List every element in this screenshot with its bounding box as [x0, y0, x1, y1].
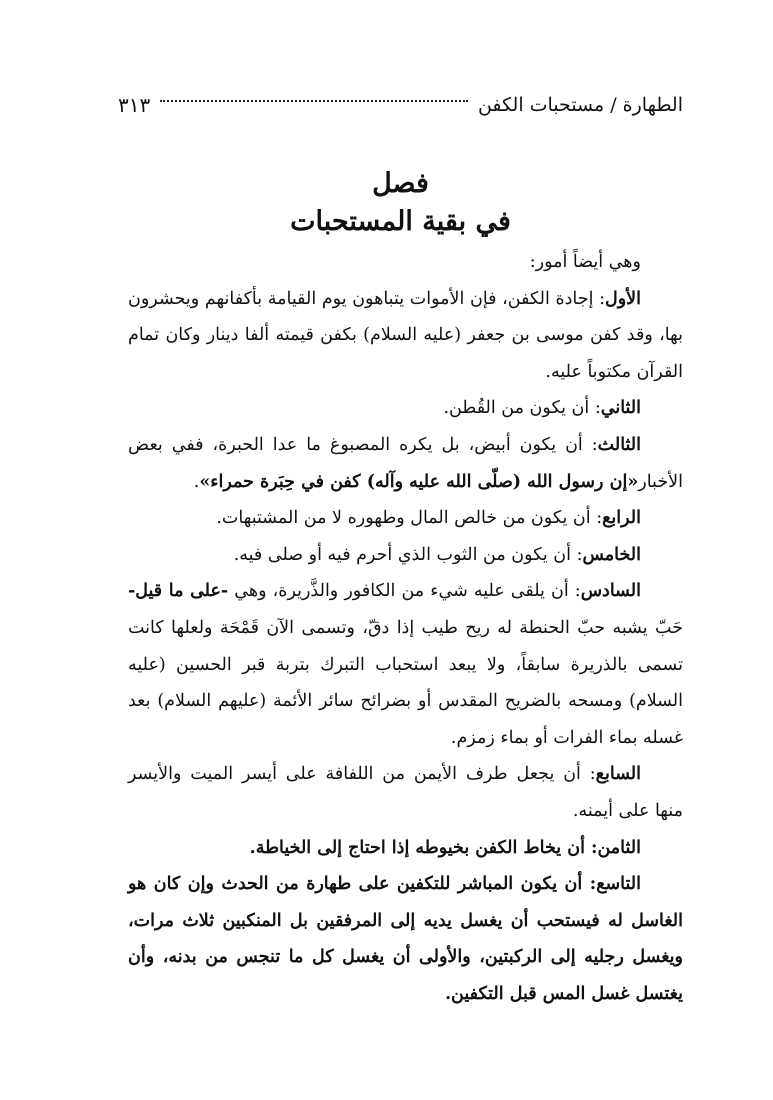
item-third-lead: الثالث: [597, 434, 641, 455]
item-eighth-lead: الثامن: [597, 837, 641, 858]
item-ninth: [128, 866, 683, 1012]
heading-title: في بقية المستحبات: [290, 206, 511, 237]
item-eighth-text: : أن يخاط الكفن بخيوطه إذا احتاج إلى الخياطة.: [249, 837, 598, 858]
item-seventh-lead: السابع: [595, 764, 641, 785]
body-text: [128, 244, 683, 1012]
item-fifth-lead: الخامس: [582, 544, 641, 565]
item-sixth-text-a: : أن يلقى عليه شيء من الكافور والذَّريرة، وهي: [234, 581, 581, 602]
item-third-text: : أن يكون أبيض، بل يكره المصبوغ ما عدا الحبرة، ففي بعض الأخبار: [128, 434, 683, 492]
running-header: [118, 90, 683, 120]
item-first-text: : إجادة الكفن، فإن الأموات يتباهون يوم القيامة بأكفانهم ويحشرون بها، وقد كفن موسى بن جعفر (عليه السلام) بكفن قيمته ألفا دينار وكان تمام القرآن مكتوباً عليه.: [128, 288, 683, 382]
item-second-text: : أن يكون من القُطن.: [443, 398, 601, 419]
item-third: [128, 427, 683, 500]
item-sixth: [128, 573, 683, 756]
item-first: [128, 281, 683, 391]
intro-paragraph: [128, 244, 683, 281]
item-seventh: [128, 756, 683, 829]
heading-label: فصل: [372, 168, 429, 199]
item-fifth-text: : أن يكون من الثوب الذي أحرم فيه أو صلى فيه.: [233, 544, 583, 565]
chapter-heading: [118, 166, 683, 242]
item-sixth-emphasis: -على ما قيل-: [128, 581, 229, 602]
item-second: [128, 390, 683, 427]
item-ninth-lead: التاسع: [596, 874, 641, 895]
item-sixth-lead: السادس: [580, 581, 641, 602]
running-header-title: الطهارة / مستحبات الكفن: [477, 94, 683, 116]
item-first-lead: الأول: [604, 288, 641, 309]
intro-text: وهي أيضاً أمور:: [529, 252, 641, 272]
item-eighth: [128, 830, 683, 867]
item-second-lead: الثاني: [600, 398, 641, 419]
item-fourth: [128, 500, 683, 537]
item-third-end: .: [193, 471, 200, 492]
item-fifth: [128, 537, 683, 574]
item-third-hadith: «إن رسول الله (صلّى الله عليه وآله) كفن في حِبَرة حمراء»: [199, 471, 639, 492]
item-fourth-lead: الرابع: [602, 508, 641, 529]
leader-dots: [160, 100, 468, 102]
item-sixth-text-b: حَبّ يشبه حبّ الحنطة له ريح طيب إذا دقّ، وتسمى الآن قَمْحَة ولعلها كانت تسمى بالذريرة سابقاً، ولا يبعد استحباب التبرك بتربة قبر الحسين (عليه السلام) ومسحه بالضريح المقدس أو بضرائح سائر الأئمة (عليهم السلام) بعد غسله بماء الفرات أو بماء زمزم.: [128, 617, 683, 748]
page-number: ٣١٣: [118, 93, 151, 117]
item-fourth-text: : أن يكون من خالص المال وطهوره لا من المشتبهات.: [216, 508, 603, 529]
item-ninth-text: : أن يكون المباشر للتكفين على طهارة من الحدث وإن كان هو الغاسل له فيستحب أن يغسل يديه إلى المرفقين بل المنكبين ثلاث مرات، ويغسل رجليه إلى الركبتين، والأولى أن يغسل كل ما تنجس من بدنه، وأن يغتسل غسل المس قبل التكفين.: [128, 874, 683, 1004]
item-seventh-text: : أن يجعل طرف الأيمن من اللفافة على أيسر الميت والأيسر منها على أيمنه.: [128, 764, 683, 821]
